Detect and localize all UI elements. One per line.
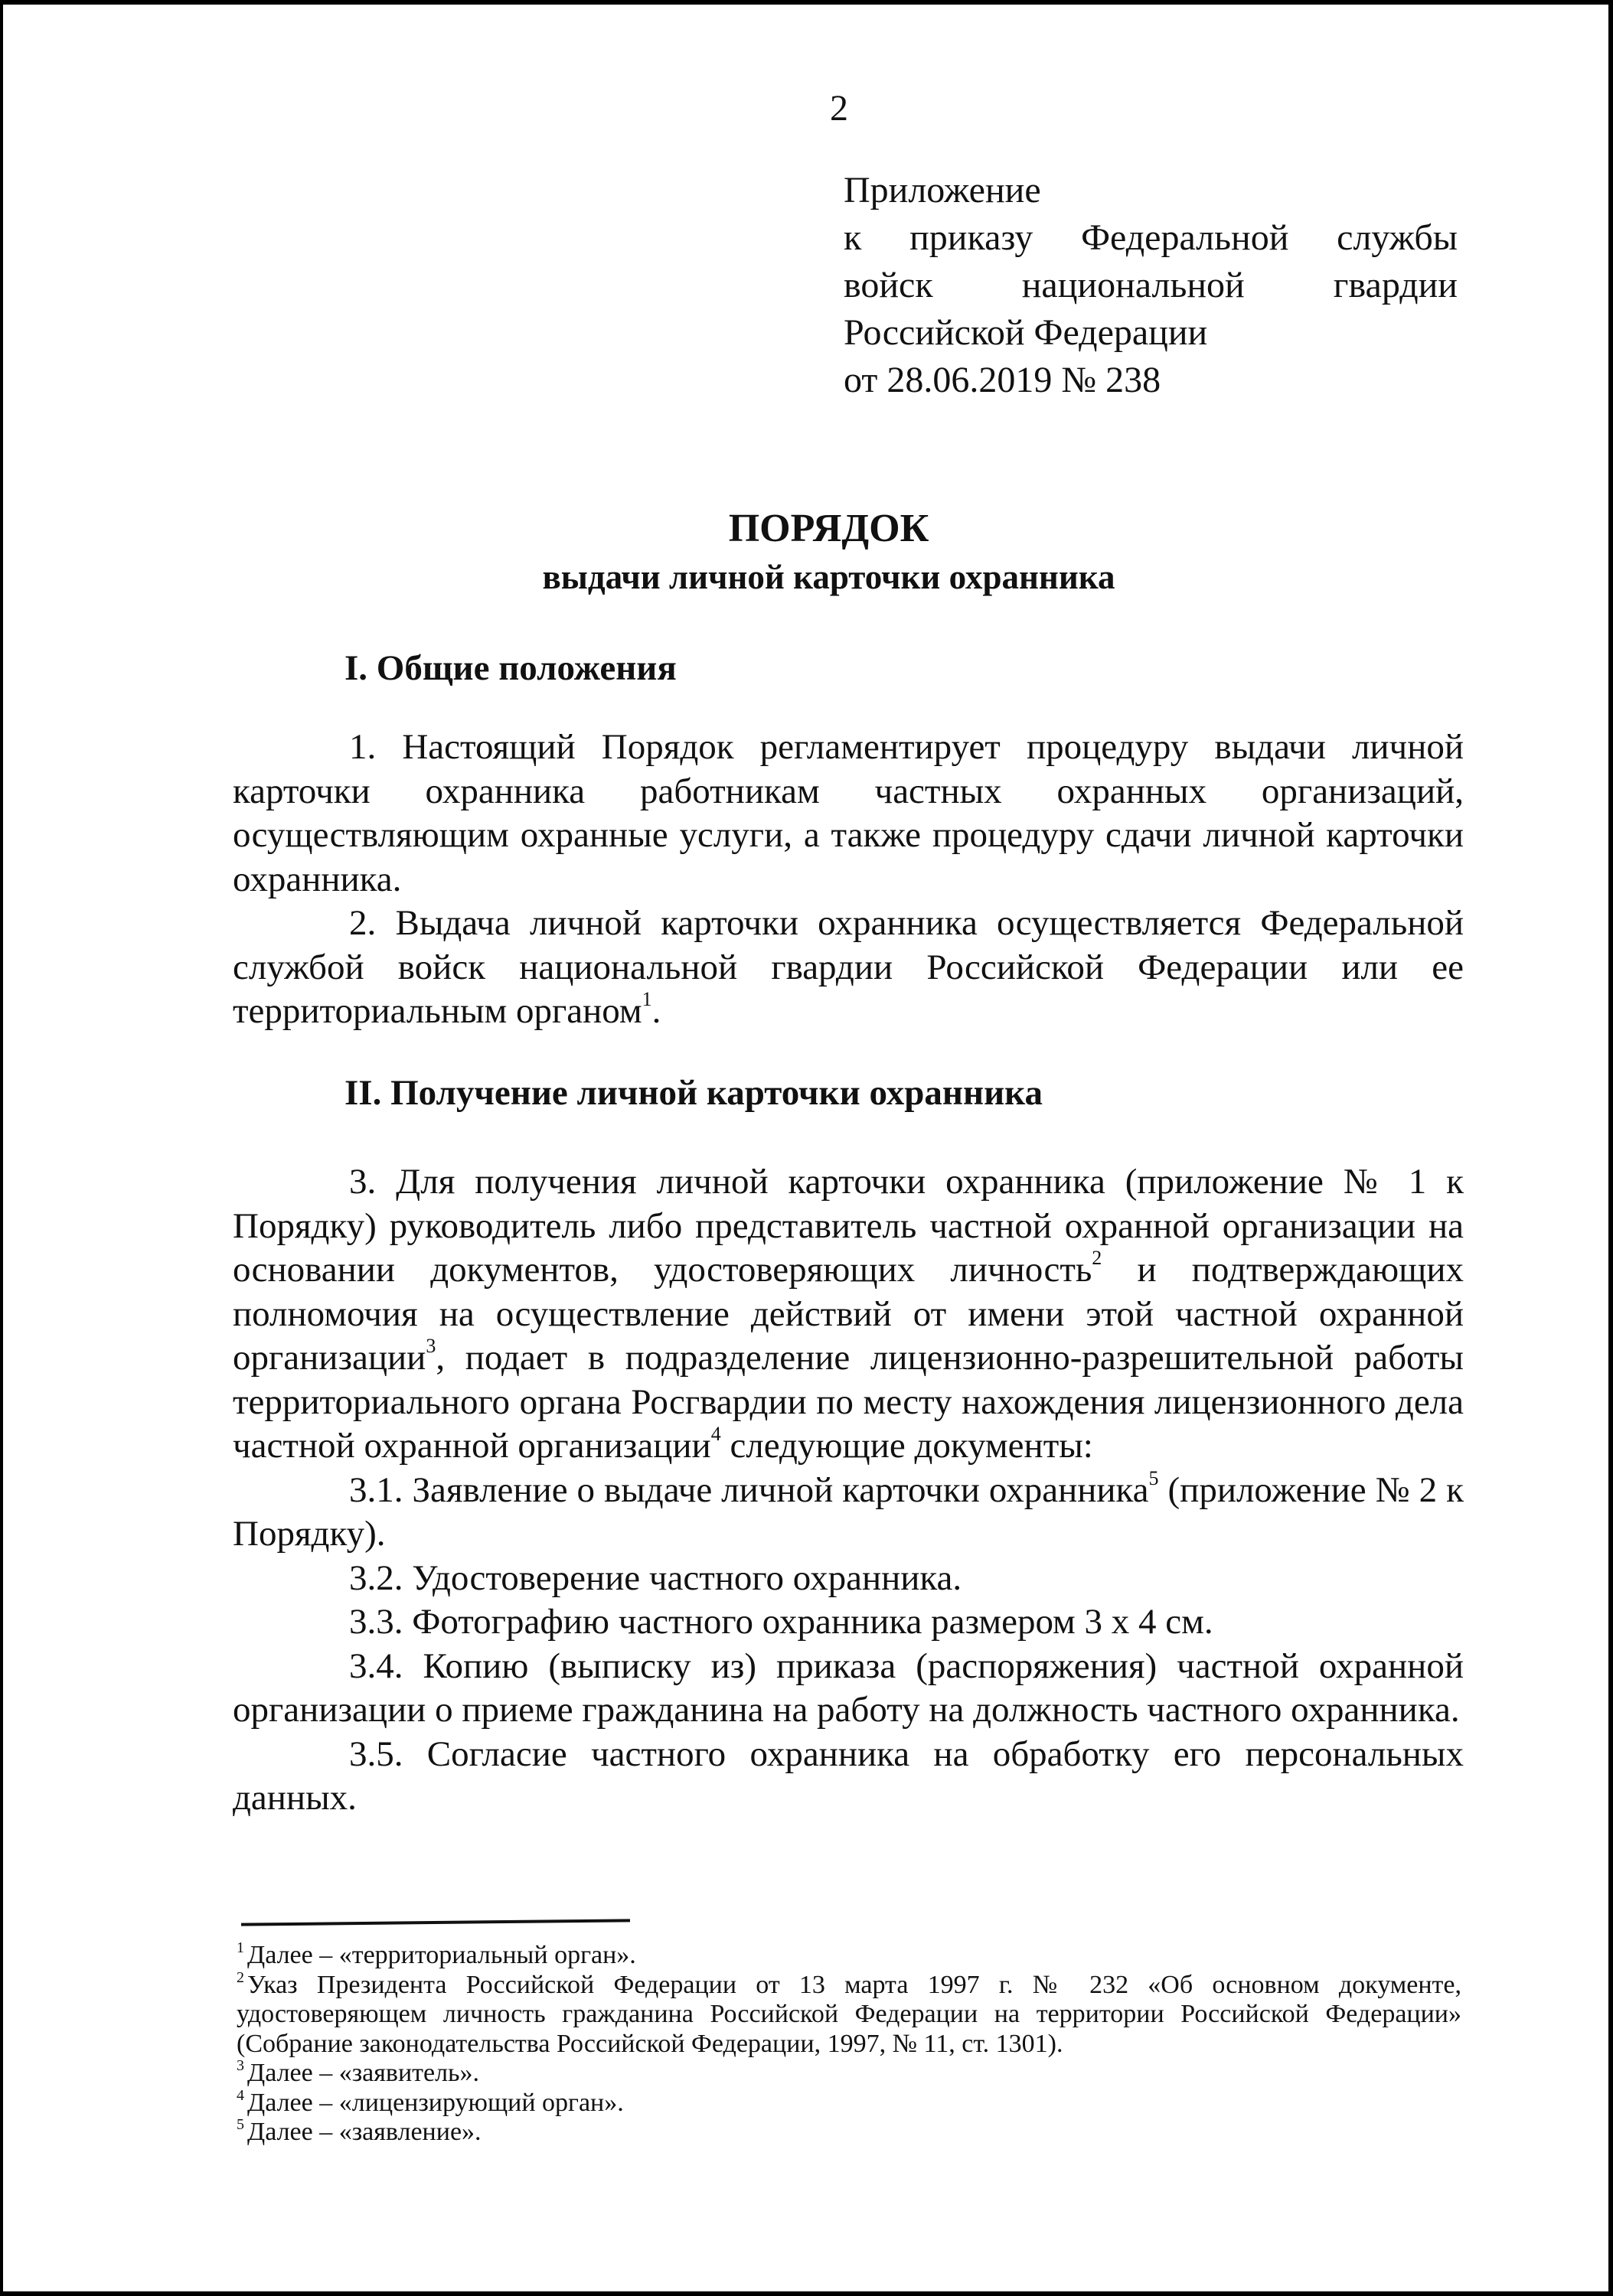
appendix-header <box>844 167 1458 404</box>
footnote-number: 4 <box>237 2086 244 2104</box>
footnote-4 <box>237 2086 1461 2118</box>
footnote-number: 5 <box>237 2116 244 2133</box>
footnote-text: Далее – «заявление». <box>247 2118 482 2146</box>
footnote-text: Далее – «заявитель». <box>247 2059 480 2087</box>
paragraph-3-part3: , подает в подразделение лицензионно-разрешительной работы территориального органа Росгвардии по месту нахождения лицензионного дела частной охранной организации <box>233 1338 1464 1466</box>
section-general-body <box>233 726 1464 1034</box>
footnote-ref-2: 2 <box>1092 1247 1102 1269</box>
footnote-ref-4: 4 <box>710 1423 721 1445</box>
footnote-text: Указ Президента Российской Федерации от 13 марта 1997 г. № 232 «Об основном документе, удостоверяющем личность гражданина Российской Федерации на территории Российской Федерации» (Собрание законодательства Российской Федерации, 1997, № 11, ст. 1301). <box>237 1970 1461 2058</box>
document-subtitle: выдачи личной карточки охранника <box>542 558 1115 596</box>
footnote-5 <box>237 2118 1461 2148</box>
paragraph-3-4: 3.4. Копию (выписку из) приказа (распоряжения) частной охранной организации о приеме гражданина на работу на должность частного охранника. <box>233 1645 1464 1730</box>
paragraph-3 <box>233 1160 1464 1469</box>
footnote-text: Далее – «лицензирующий орган». <box>247 2088 624 2117</box>
footnote-3 <box>237 2059 1461 2089</box>
paragraph-1: 1. Настоящий Порядок регламентирует процедуру выдачи личной карточки охранника работникам частных охранных организаций, осуществляющим охранные услуги, а также процедуру сдачи личной карточки охранника. <box>233 727 1464 899</box>
paragraph-2-text: 2. Выдача личной карточки охранника осуществляется Федеральной службой войск национальной гвардии Российской Федерации или ее территориальным органом <box>233 903 1464 1031</box>
appendix-label: Приложение <box>844 170 1041 210</box>
footnote-number: 2 <box>237 1968 244 1986</box>
appendix-agency-line: войск национальной гвардии <box>844 265 1458 305</box>
appendix-order-line: к приказу Федеральной службы <box>844 217 1458 258</box>
appendix-country-line: Российской Федерации <box>844 312 1208 353</box>
footnote-ref-3: 3 <box>426 1335 436 1357</box>
paragraph-3-5: 3.5. Согласие частного охранника на обработку его персональных данных. <box>233 1733 1464 1818</box>
footnote-number: 1 <box>237 1939 244 1956</box>
paragraph-3-3: 3.3. Фотографию частного охранника размером 3 х 4 см. <box>349 1602 1213 1642</box>
paragraph-3-part2: и подтверждающих полномочия на осуществление действий от имени этой частной охранной организации <box>233 1250 1464 1378</box>
section-heading-general: I. Общие положения <box>344 648 677 688</box>
paragraph-3-1-text: 3.1. Заявление о выдаче личной карточки охранника <box>349 1469 1149 1510</box>
footnote-2 <box>237 1968 1461 2060</box>
footnote-ref-5: 5 <box>1148 1466 1159 1489</box>
document-title: ПОРЯДОК <box>728 507 929 550</box>
footnote-1 <box>237 1941 1461 1971</box>
paragraph-3-2: 3.2. Удостоверение частного охранника. <box>349 1557 962 1598</box>
paragraph-2-tail: . <box>651 991 661 1031</box>
footnote-number: 3 <box>237 2057 244 2074</box>
section-obtaining-body <box>233 1160 1464 1821</box>
footnotes <box>237 1941 1461 2148</box>
paragraph-3-part4: следующие документы: <box>720 1426 1093 1466</box>
footnote-divider <box>241 1919 630 1926</box>
paragraph-3-1-tail: (приложение № 2 к Порядку). <box>233 1469 1464 1554</box>
document-page <box>3 5 1608 2291</box>
footnote-ref-1: 1 <box>642 988 652 1010</box>
page-number: 2 <box>830 88 848 129</box>
appendix-order-date: от 28.06.2019 № 238 <box>844 360 1161 400</box>
section-heading-obtaining: II. Получение личной карточки охранника <box>344 1073 1043 1113</box>
footnote-text: Далее – «территориальный орган». <box>247 1941 636 1969</box>
paragraph-3-1 <box>233 1466 1464 1557</box>
paragraph-2 <box>233 902 1464 1034</box>
paragraph-3-part1: 3. Для получения личной карточки охранника (приложение № 1 к Порядку) руководитель либо представитель частной охранной организации на основании документов, удостоверяющих личность <box>233 1162 1464 1290</box>
